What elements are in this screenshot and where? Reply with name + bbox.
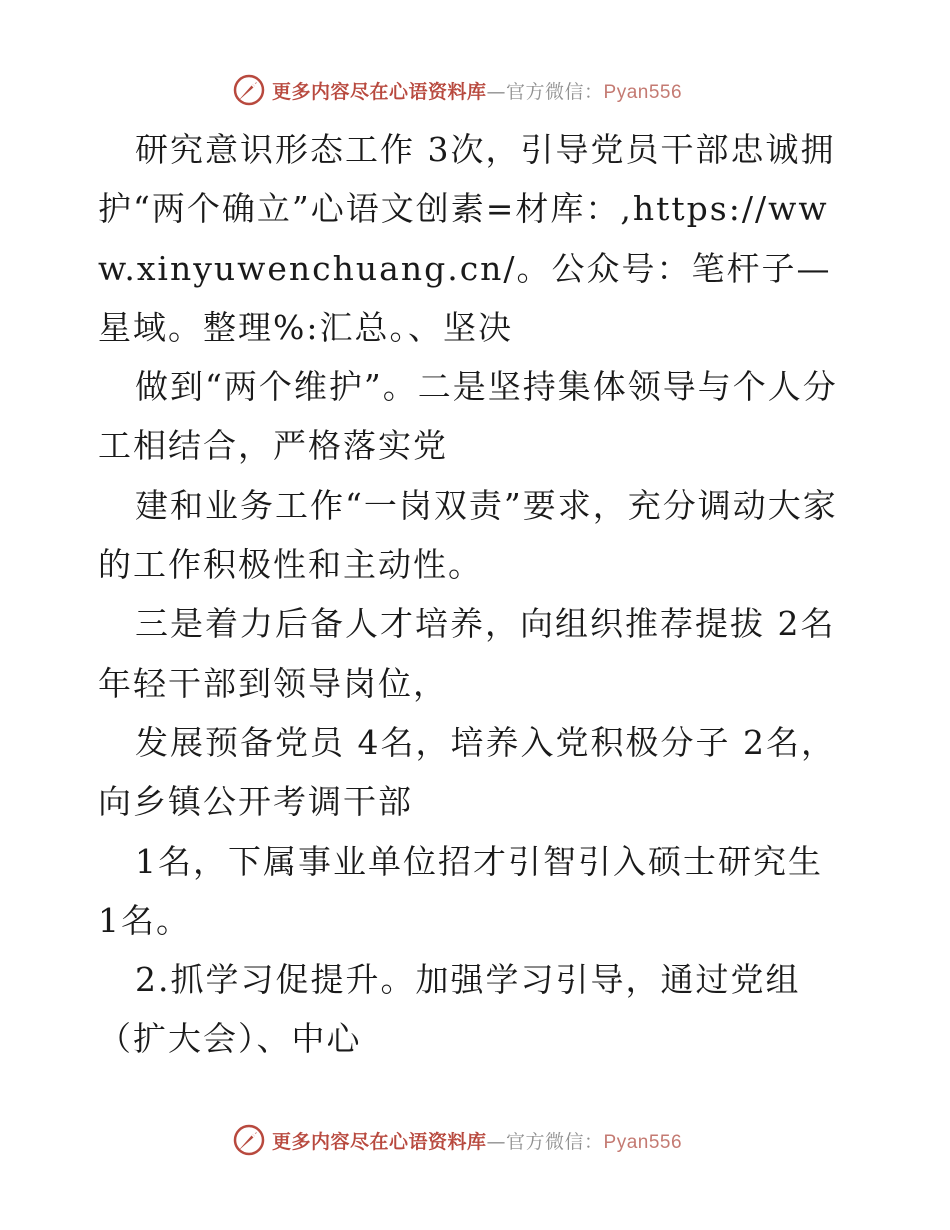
- header-watermark: [232, 72, 682, 108]
- pen-nib-logo-icon: [232, 73, 266, 107]
- watermark-id: Pyan556: [603, 81, 683, 103]
- watermark-text: [272, 77, 682, 104]
- watermark-main: 更多内容尽在心语资料库: [272, 80, 487, 103]
- footer-watermark: [232, 1122, 682, 1158]
- paragraph: 发展预备党员 4名，培养入党积极分子 2名，向乡镇公开考调干部: [98, 722, 836, 822]
- paragraph: 研究意识形态工作 3次，引导党员干部忠诚拥护“两个确立”心语文创素=材库：,https://www.xinyuwenchuang.cn/。公众号：笔杆子—星域。整理%:汇总。、坚决: [98, 130, 836, 347]
- paragraph: 1名，下属事业单位招才引智引入硕士研究生 1名。: [98, 841, 823, 940]
- document-body: [98, 120, 858, 1069]
- watermark-sub: —官方微信：: [486, 80, 604, 103]
- paragraph: 做到“两个维护”。二是坚持集体领导与个人分工相结合，严格落实党: [98, 367, 838, 466]
- pen-nib-logo-icon: [232, 1123, 266, 1157]
- watermark-text: [272, 1127, 682, 1154]
- watermark-sub: —官方微信：: [486, 1130, 604, 1153]
- watermark-main: 更多内容尽在心语资料库: [272, 1130, 487, 1153]
- watermark-id: Pyan556: [603, 1131, 683, 1153]
- paragraph: 2.抓学习促提升。加强学习引导，通过党组（扩大会）、中心: [98, 960, 801, 1059]
- paragraph: 三是着力后备人才培养，向组织推荐提拔 2名年轻干部到领导岗位，: [98, 604, 836, 703]
- paragraph: 建和业务工作“一岗双责”要求，充分调动大家的工作积极性和主动性。: [98, 485, 838, 585]
